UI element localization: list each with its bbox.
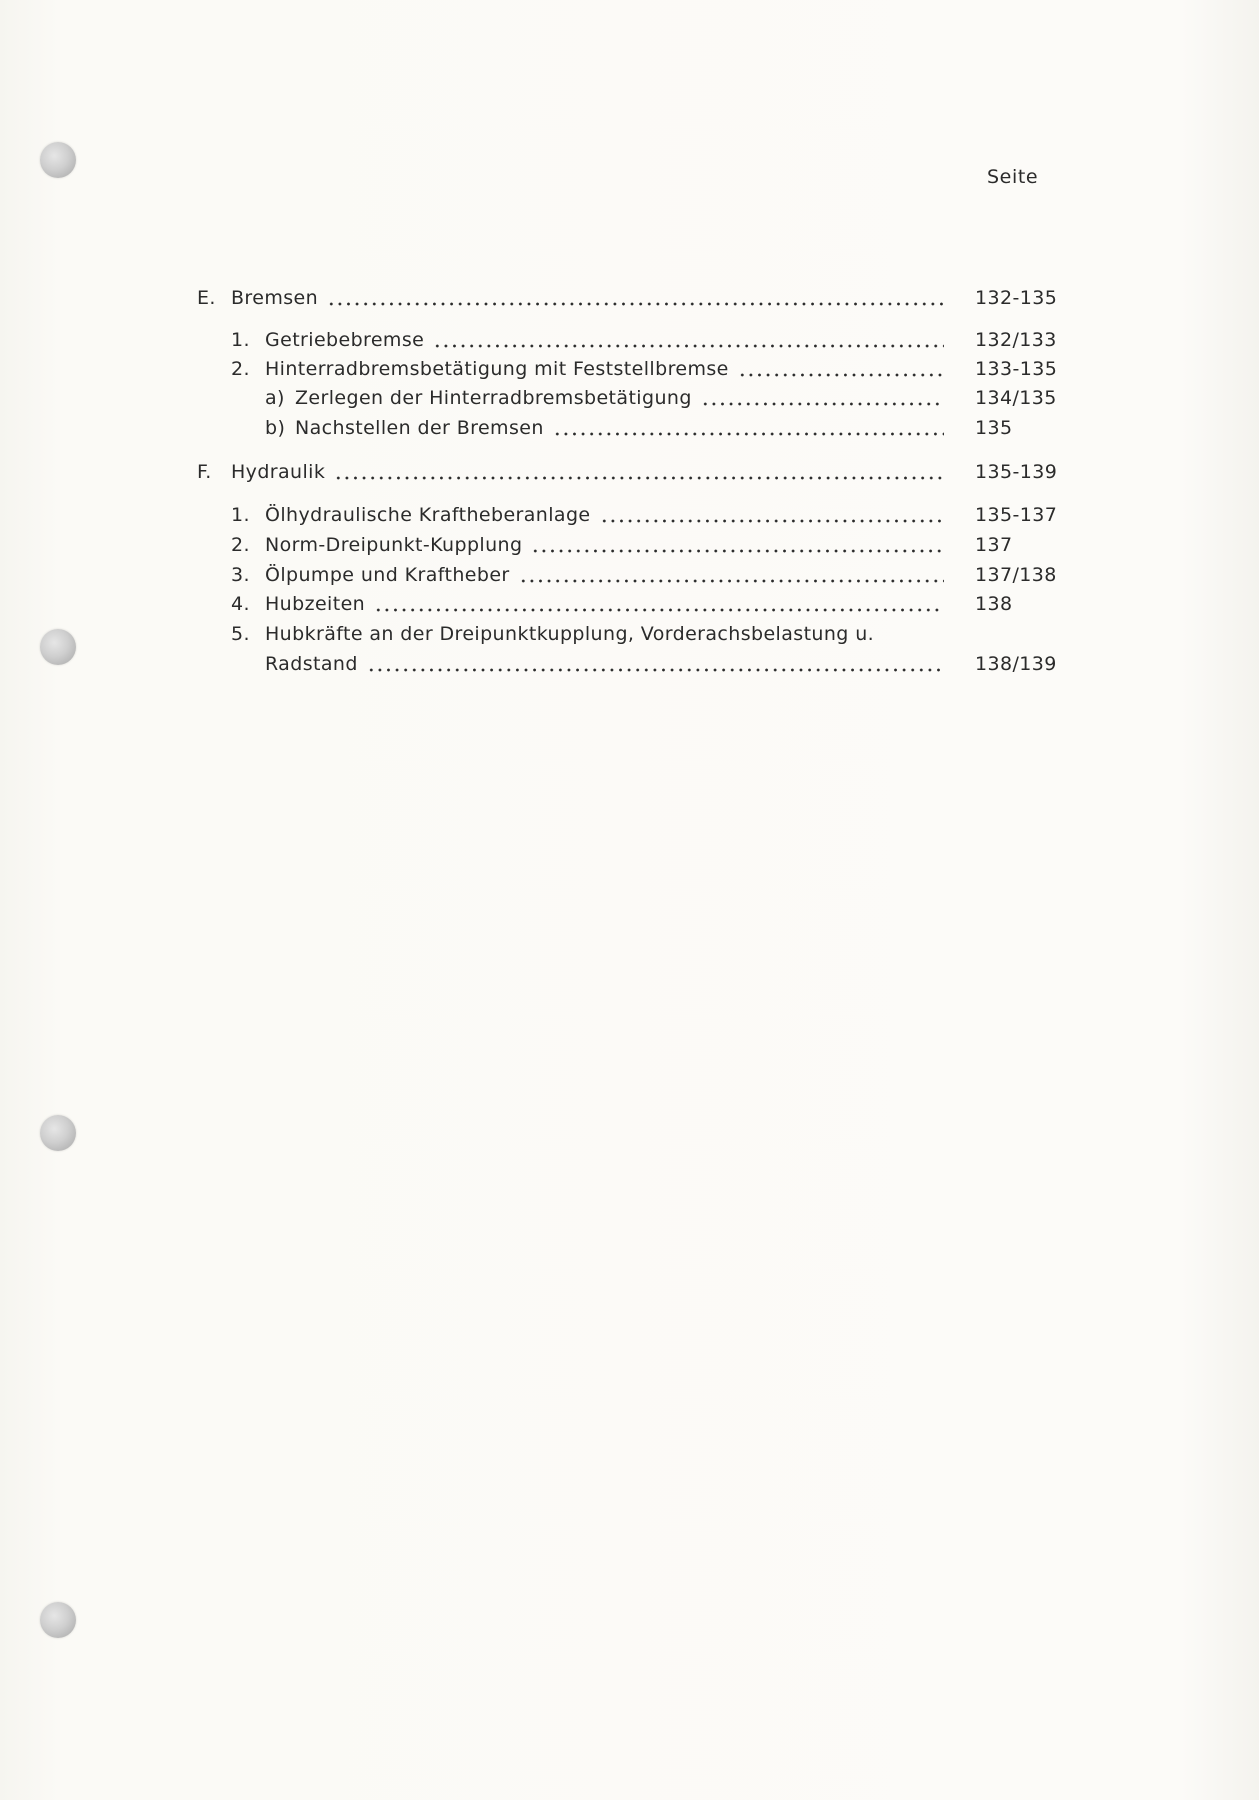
- dot-leader: [433, 344, 944, 348]
- punch-hole: [40, 1602, 76, 1638]
- entry-line: [295, 385, 944, 411]
- punch-hole: [40, 142, 76, 178]
- entry-number: 5.: [231, 623, 250, 645]
- entry-line: [231, 285, 944, 311]
- entry-title: Getriebebremse: [265, 329, 425, 351]
- toc-entry: [0, 562, 1259, 588]
- entry-number: 4.: [231, 593, 250, 615]
- entry-title: Hydraulik: [231, 461, 326, 483]
- toc-section-entry: [0, 285, 1259, 311]
- entry-line: [265, 356, 944, 382]
- entry-number: 2.: [231, 534, 250, 556]
- entry-line: [231, 459, 944, 485]
- toc-entry: [0, 502, 1259, 528]
- entry-pages: 132/133: [975, 329, 1057, 351]
- dot-leader: [374, 608, 944, 612]
- dot-leader: [327, 302, 944, 306]
- entry-title-continued: Radstand: [265, 653, 358, 675]
- toc-subentry: [0, 415, 1259, 441]
- entry-title: Ölhydraulische Kraftheberanlage: [265, 504, 591, 526]
- entry-number: E.: [197, 287, 216, 309]
- entry-title: Ölpumpe und Kraftheber: [265, 564, 510, 586]
- entry-pages: 135: [975, 417, 1013, 439]
- dot-leader: [738, 373, 944, 377]
- entry-number: 2.: [231, 358, 250, 380]
- entry-line: [265, 502, 944, 528]
- entry-number: 3.: [231, 564, 250, 586]
- entry-line: [295, 415, 944, 441]
- punch-hole: [40, 1115, 76, 1151]
- toc-entry: [0, 532, 1259, 558]
- entry-line: [265, 591, 944, 617]
- dot-leader: [600, 519, 944, 523]
- entry-pages: 132-135: [975, 287, 1058, 309]
- dot-leader: [519, 579, 944, 583]
- dot-leader: [334, 476, 944, 480]
- entry-pages: 133-135: [975, 358, 1058, 380]
- entry-title: Bremsen: [231, 287, 319, 309]
- page-column-header: Seite: [987, 166, 1039, 188]
- toc-entry: [0, 621, 1259, 647]
- entry-pages: 137/138: [975, 564, 1057, 586]
- entry-number: F.: [197, 461, 212, 483]
- entry-number: 1.: [231, 504, 250, 526]
- entry-title: Hubzeiten: [265, 593, 366, 615]
- entry-number: b): [265, 417, 286, 439]
- toc-subentry: [0, 385, 1259, 411]
- entry-line: [265, 562, 944, 588]
- entry-number: a): [265, 387, 285, 409]
- entry-title: Hinterradbremsbetätigung mit Feststellbremse: [265, 358, 729, 380]
- entry-pages: 135-137: [975, 504, 1058, 526]
- toc-entry: [0, 327, 1259, 353]
- toc-entry: [0, 591, 1259, 617]
- entry-pages: 137: [975, 534, 1013, 556]
- entry-pages: 135-139: [975, 461, 1058, 483]
- entry-title: Nachstellen der Bremsen: [295, 417, 544, 439]
- toc-entry-continuation: [0, 651, 1259, 677]
- entry-pages: 138/139: [975, 653, 1057, 675]
- entry-title: Norm-Dreipunkt-Kupplung: [265, 534, 523, 556]
- entry-title: Hubkräfte an der Dreipunktkupplung, Vorderachsbelastung u.: [265, 623, 875, 645]
- entry-title: Zerlegen der Hinterradbremsbetätigung: [295, 387, 692, 409]
- toc-section-entry: [0, 459, 1259, 485]
- dot-leader: [531, 549, 944, 553]
- toc-entry: [0, 356, 1259, 382]
- entry-pages: 134/135: [975, 387, 1057, 409]
- entry-line: [265, 327, 944, 353]
- entry-pages: 138: [975, 593, 1013, 615]
- entry-line: [265, 651, 944, 677]
- dot-leader: [701, 402, 944, 406]
- entry-line: [265, 532, 944, 558]
- dot-leader: [553, 432, 944, 436]
- entry-number: 1.: [231, 329, 250, 351]
- dot-leader: [367, 668, 944, 672]
